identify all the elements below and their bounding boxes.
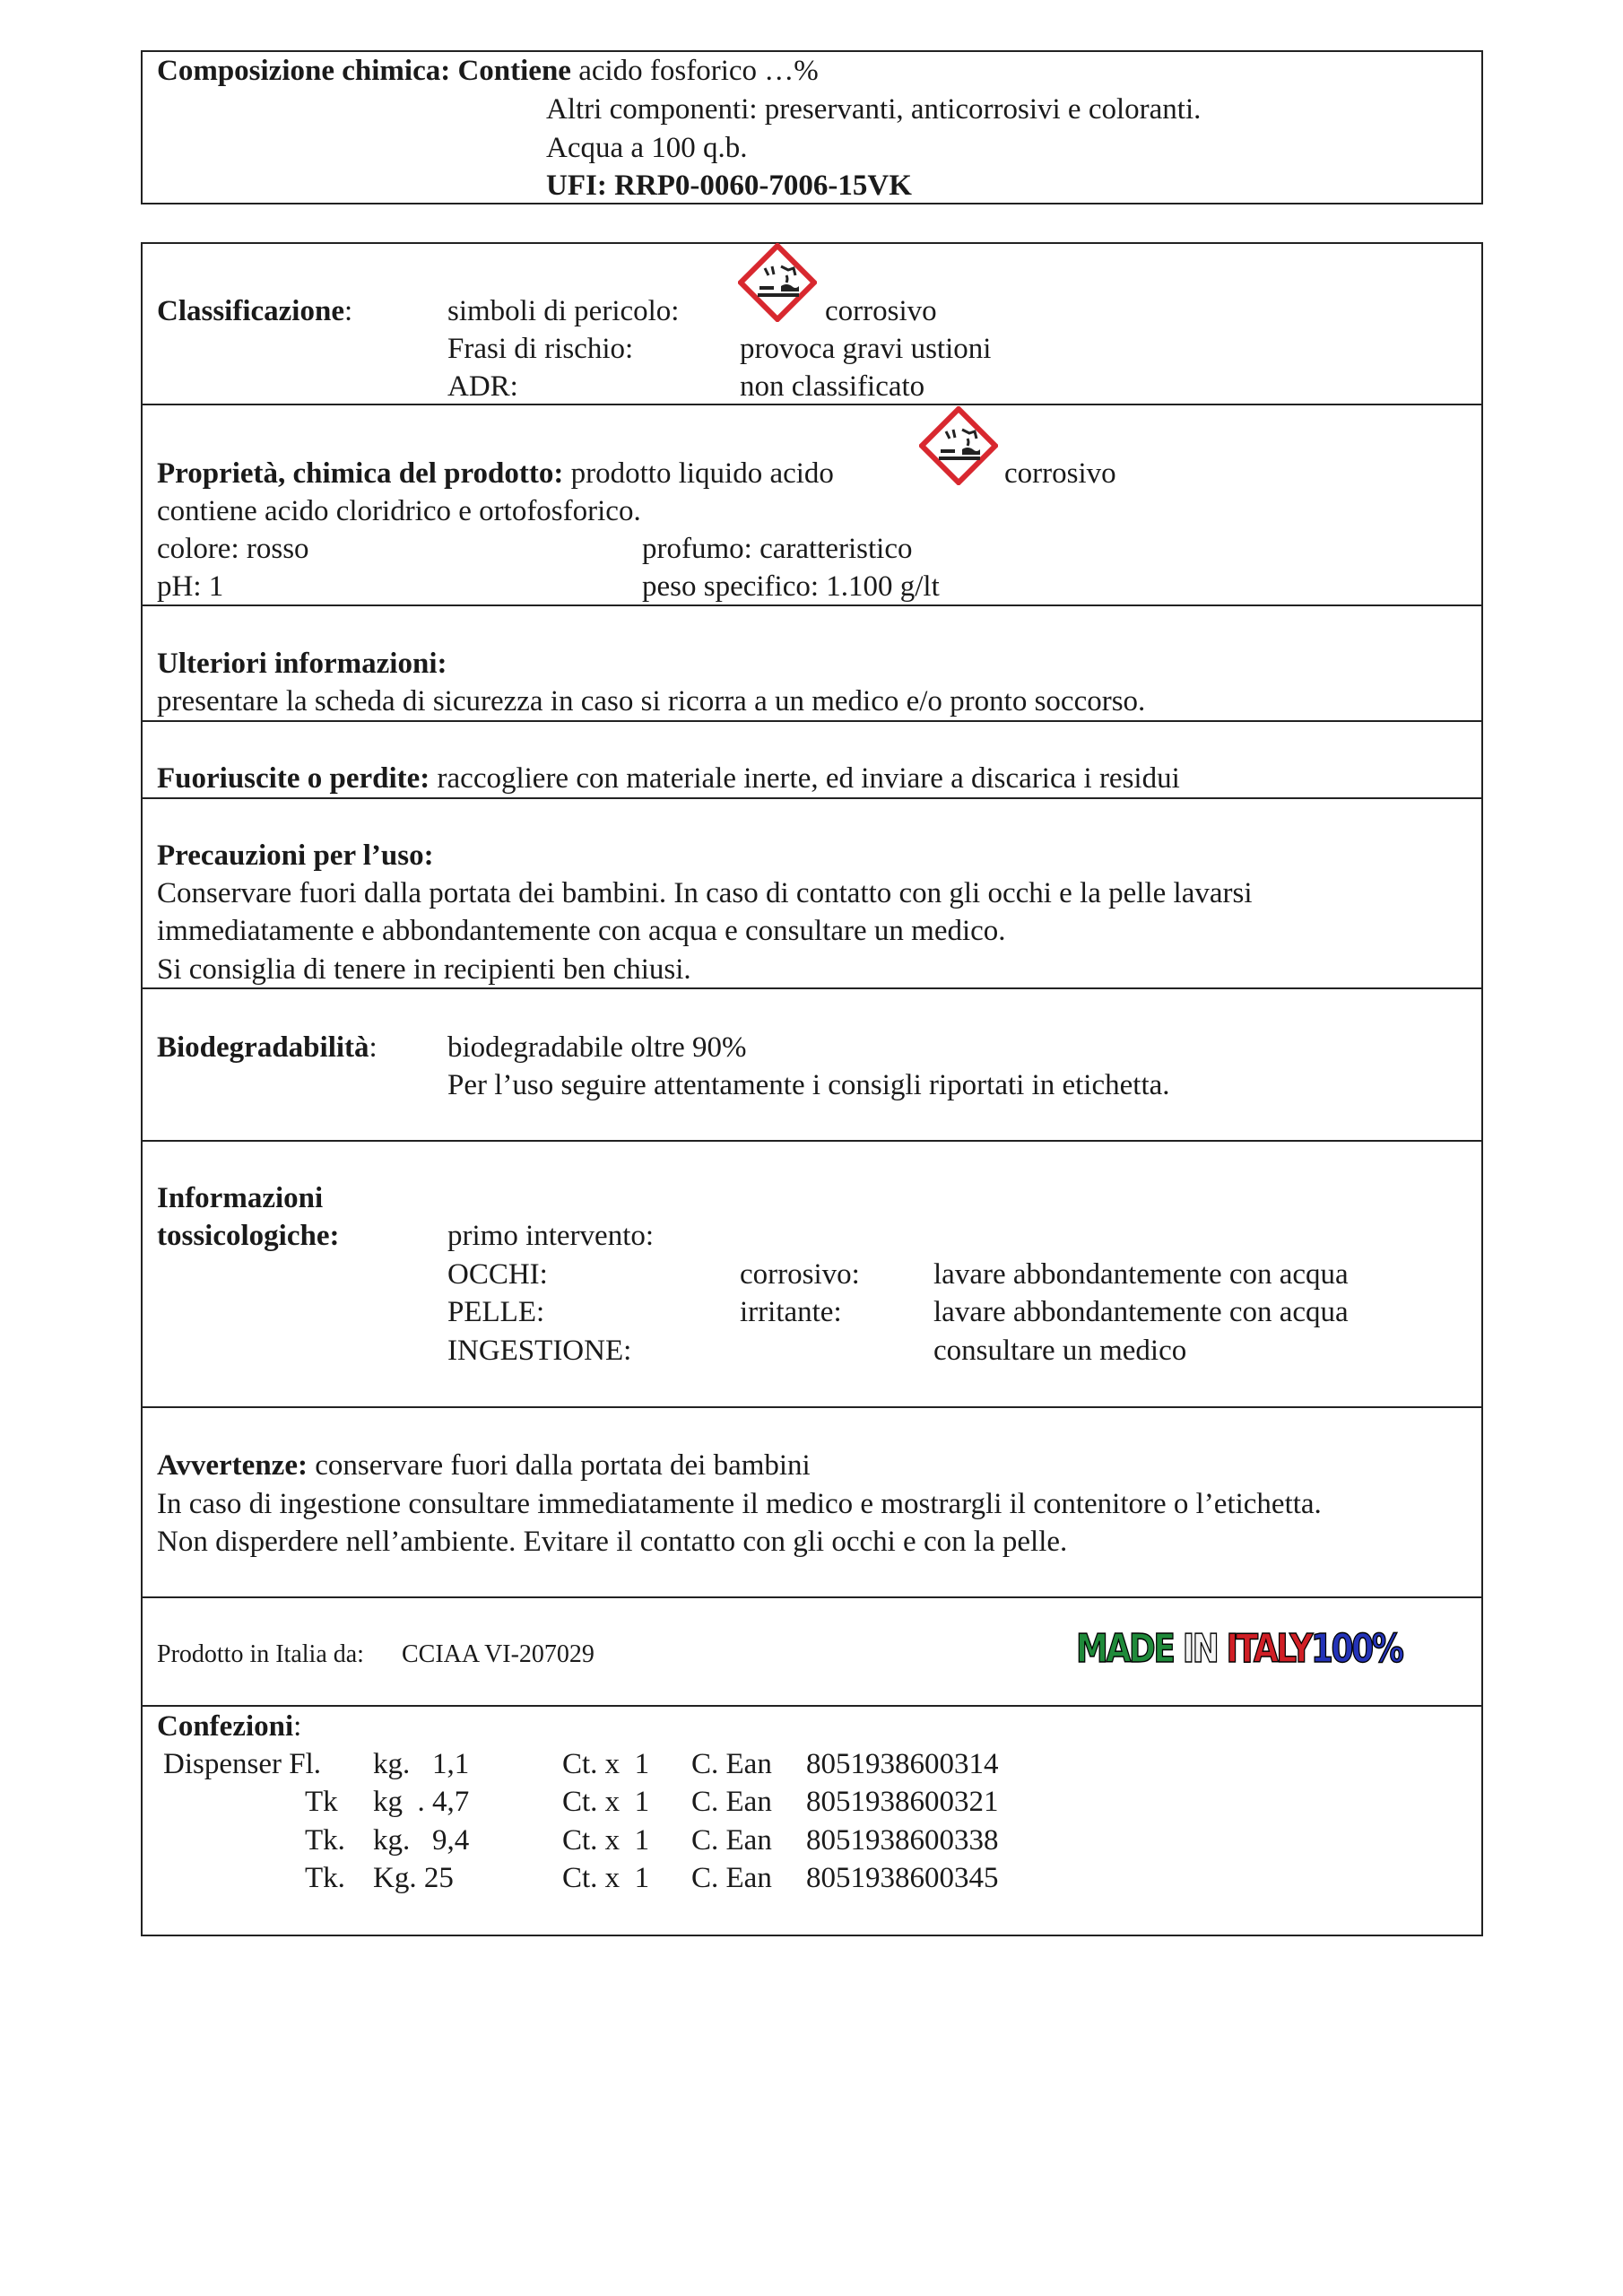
biodegradability-title xyxy=(157,1030,378,1065)
packaging-row-2-qty: kg . 4,7 xyxy=(373,1786,470,1818)
packaging-row-3-qty: kg. 9,4 xyxy=(373,1824,470,1857)
divider xyxy=(141,1705,1483,1707)
packaging-row-4-ct: Ct. x 1 xyxy=(562,1862,650,1894)
further-info-label: Ulteriori informazioni: xyxy=(157,648,447,680)
contains-text: acido fosforico …% xyxy=(578,55,819,87)
packaging-row-2-ean: 8051938600321 xyxy=(806,1786,999,1818)
toxicology-row-1-action: lavare abbondantemente con acqua xyxy=(933,1258,1349,1291)
warnings-label: Avvertenze: xyxy=(157,1449,308,1482)
producer-code: CCIAA VI-207029 xyxy=(402,1640,595,1668)
classification-colon: : xyxy=(343,295,353,327)
precautions-line-3: Si consiglia di tenere in recipienti ben chiusi. xyxy=(157,953,691,986)
packaging-row-2-ct: Ct. x 1 xyxy=(562,1786,650,1818)
composition-line-1 xyxy=(157,53,819,89)
ufi-code: UFI: RRP0-0060-7006-15VK xyxy=(546,170,912,202)
warnings-line-2: In caso di ingestione consultare immediatamente il medico e mostrargli il contenitore o l’etichetta. xyxy=(157,1488,1322,1520)
divider xyxy=(141,1596,1483,1598)
product-color: colore: rosso xyxy=(157,533,309,565)
properties-label: Proprietà, chimica del prodotto: xyxy=(157,457,564,490)
packaging-row-1-ct: Ct. x 1 xyxy=(562,1748,650,1780)
product-perfume: profumo: caratteristico xyxy=(642,533,913,565)
product-ph: pH: 1 xyxy=(157,570,224,603)
packaging-row-3-type: Tk. xyxy=(305,1824,345,1857)
ghs05-corrosive-icon xyxy=(919,406,998,485)
packaging-row-3-ct: Ct. x 1 xyxy=(562,1824,650,1857)
toxicology-row-3-action: consultare un medico xyxy=(933,1335,1187,1367)
precautions-label: Precauzioni per l’uso: xyxy=(157,839,434,872)
classification-row-2-key: Frasi di rischio: xyxy=(447,333,634,365)
toxicology-row-1-part: OCCHI: xyxy=(447,1258,548,1291)
toxicology-row-2-part: PELLE: xyxy=(447,1296,545,1328)
properties-text: prodotto liquido acido xyxy=(570,457,834,490)
toxicology-row-1-effect: corrosivo: xyxy=(740,1258,860,1291)
divider xyxy=(141,720,1483,722)
toxicology-row-2-action: lavare abbondantemente con acqua xyxy=(933,1296,1349,1328)
classification-row-1-key: simboli di pericolo: xyxy=(447,295,680,327)
further-info-text: presentare la scheda di sicurezza in caso si ricorra a un medico e/o pronto soccorso. xyxy=(157,685,1146,718)
badge-pct: 100% xyxy=(1310,1626,1402,1672)
packaging-row-4-type: Tk. xyxy=(305,1862,345,1894)
packaging-row-2-ean-label: C. Ean xyxy=(691,1786,772,1818)
packaging-row-2-type: Tk xyxy=(305,1786,338,1818)
warnings-line-1 xyxy=(157,1448,811,1483)
composition-line-3: Acqua a 100 q.b. xyxy=(546,132,748,164)
divider xyxy=(141,1140,1483,1142)
ghs05-corrosive-icon xyxy=(738,243,817,322)
packaging-colon: : xyxy=(293,1710,302,1743)
properties-hazard-word: corrosivo xyxy=(1004,457,1116,490)
badge-made: MADE xyxy=(1076,1626,1174,1672)
classification-row-3-key: ADR: xyxy=(447,370,518,403)
divider xyxy=(141,987,1483,989)
biodegradability-label: Biodegradabilità xyxy=(157,1031,369,1064)
packaging-row-1-qty: kg. 1,1 xyxy=(373,1748,470,1780)
classification-row-1-value: corrosivo xyxy=(825,295,937,327)
spills-text: raccogliere con materiale inerte, ed inviare a discarica i residui xyxy=(437,762,1180,795)
toxicology-label-2: tossicologiche: xyxy=(157,1220,340,1252)
badge-in: IN xyxy=(1182,1626,1218,1672)
toxicology-row-3-part: INGESTIONE: xyxy=(447,1335,632,1367)
packaging-row-4-qty: Kg. 25 xyxy=(373,1862,454,1894)
spills-line xyxy=(157,761,1180,796)
packaging-row-3-ean-label: C. Ean xyxy=(691,1824,772,1857)
classification-row-3-value: non classificato xyxy=(740,370,925,403)
packaging-row-4-ean: 8051938600345 xyxy=(806,1862,999,1894)
product-weight: peso specifico: 1.100 g/lt xyxy=(642,570,940,603)
packaging-label: Confezioni xyxy=(157,1710,294,1743)
contains-label: Contiene xyxy=(457,55,571,87)
properties-line-2: contiene acido cloridrico e ortofosforico. xyxy=(157,495,641,527)
packaging-row-3-ean: 8051938600338 xyxy=(806,1824,999,1857)
divider xyxy=(141,1406,1483,1408)
classification-row-2-value: provoca gravi ustioni xyxy=(740,333,992,365)
toxicology-row-2-effect: irritante: xyxy=(740,1296,842,1328)
made-in-italy-badge xyxy=(1076,1626,1402,1672)
packaging-row-1-type: Dispenser Fl. xyxy=(163,1748,321,1780)
toxicology-label-1: Informazioni xyxy=(157,1182,324,1214)
divider xyxy=(141,404,1483,405)
warnings-text: conservare fuori dalla portata dei bambini xyxy=(315,1449,811,1482)
spills-label: Fuoriuscite o perdite: xyxy=(157,762,430,795)
composition-label: Composizione chimica: xyxy=(157,55,451,87)
precautions-line-1: Conservare fuori dalla portata dei bambini. In caso di contatto con gli occhi e la pelle lavarsi xyxy=(157,877,1253,909)
classification-label: Classificazione xyxy=(157,295,344,327)
badge-italy: ITALY xyxy=(1226,1626,1311,1672)
toxicology-intro: primo intervento: xyxy=(447,1220,655,1252)
composition-line-2: Altri componenti: preservanti, anticorrosivi e coloranti. xyxy=(546,93,1202,126)
precautions-line-2: immediatamente e abbondantemente con acqua e consultare un medico. xyxy=(157,915,1006,947)
properties-line-1 xyxy=(157,456,834,491)
packaging-row-1-ean: 8051938600314 xyxy=(806,1748,999,1780)
biodegradability-line-2: Per l’uso seguire attentamente i consigli riportati in etichetta. xyxy=(447,1069,1170,1101)
biodegradability-colon: : xyxy=(369,1031,378,1064)
biodegradability-line-1: biodegradabile oltre 90% xyxy=(447,1031,747,1064)
divider xyxy=(141,797,1483,799)
producer-label: Prodotto in Italia da: xyxy=(157,1640,364,1668)
packaging-row-1-ean-label: C. Ean xyxy=(691,1748,772,1780)
divider xyxy=(141,604,1483,606)
classification-title xyxy=(157,293,352,329)
warnings-line-3: Non disperdere nell’ambiente. Evitare il contatto con gli occhi e con la pelle. xyxy=(157,1526,1068,1558)
packaging-row-4-ean-label: C. Ean xyxy=(691,1862,772,1894)
packaging-title xyxy=(157,1709,301,1744)
